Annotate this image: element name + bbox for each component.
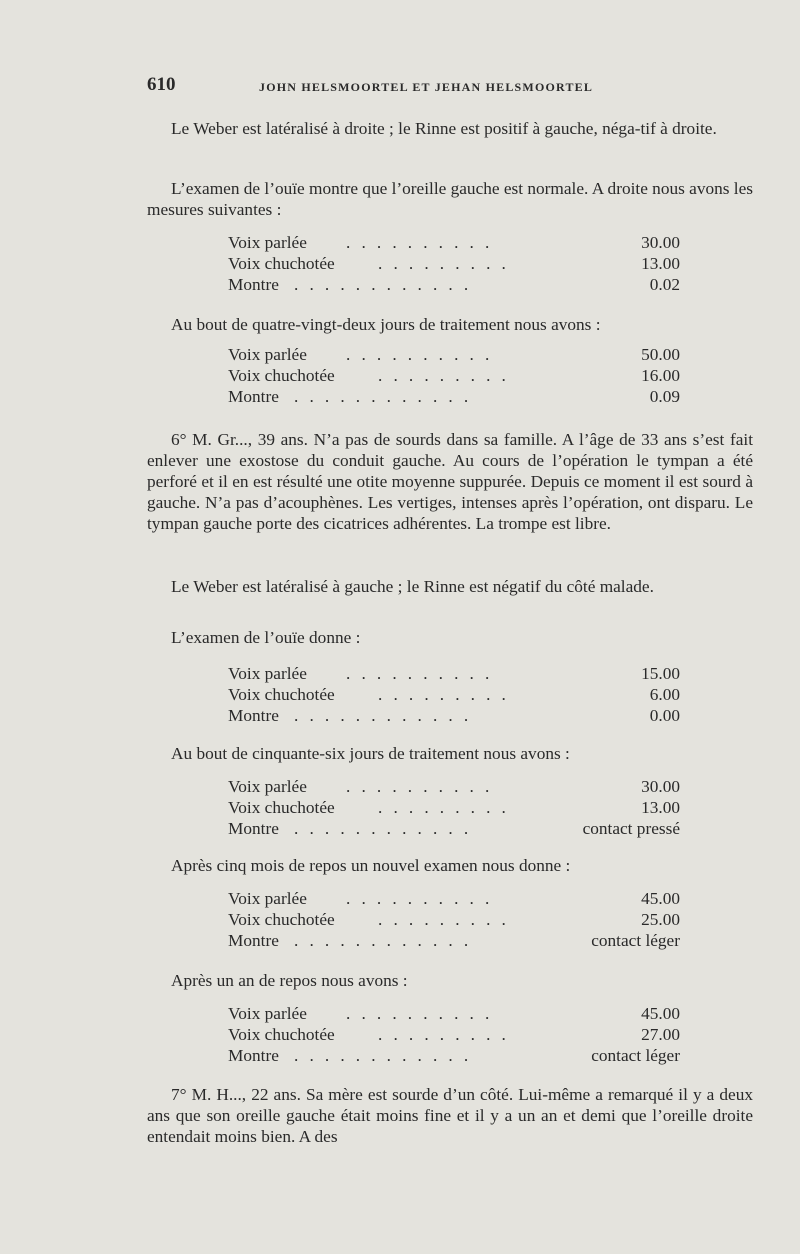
paragraph-repos-un-an: Après un an de repos nous avons : (171, 971, 408, 990)
table-row (228, 776, 680, 797)
leader-dots: . . . . . . . . . (378, 798, 510, 817)
table-row (228, 386, 680, 407)
leader-dots: . . . . . . . . . . . . (294, 1046, 472, 1065)
measurement-table-4 (228, 776, 680, 839)
table-row (228, 253, 680, 274)
measure-label: Voix parlée (228, 889, 307, 908)
measure-label: Montre (228, 931, 279, 950)
measure-value: 27.00 (641, 1025, 680, 1044)
leader-dots: . . . . . . . . . . (346, 889, 493, 908)
table-row (228, 1003, 680, 1024)
leader-dots: . . . . . . . . . . (346, 777, 493, 796)
leader-dots: . . . . . . . . . (378, 1025, 510, 1044)
measure-value: 13.00 (641, 254, 680, 273)
measure-label: Montre (228, 1046, 279, 1065)
table-row (228, 888, 680, 909)
paragraph-case-7: 7° M. H..., 22 ans. Sa mère est sourde d’un côté. Lui-même a remarqué il y a deux ans que son oreille gauche était moins fine et il y a un an et demi que l’oreille droite entendait moins bien. A des (147, 1085, 753, 1146)
leader-dots: . . . . . . . . . . . . (294, 275, 472, 294)
measure-label: Voix chuchotée (228, 1025, 335, 1044)
paragraph-examen-2: L’examen de l’ouïe donne : (171, 628, 361, 647)
leader-dots: . . . . . . . . . (378, 254, 510, 273)
measure-label: Montre (228, 706, 279, 725)
measure-label: Montre (228, 275, 279, 294)
table-row (228, 232, 680, 253)
page-header (147, 74, 707, 104)
measure-value: 0.00 (649, 706, 680, 725)
measurement-table-6 (228, 1003, 680, 1066)
measure-label: Montre (228, 387, 279, 406)
measure-value: 30.00 (641, 777, 680, 796)
paragraph-repos-cinq-mois: Après cinq mois de repos un nouvel examen nous donne : (171, 856, 571, 875)
measure-value: 13.00 (641, 798, 680, 817)
table-row (228, 909, 680, 930)
leader-dots: . . . . . . . . . (378, 685, 510, 704)
leader-dots: . . . . . . . . . . (346, 1004, 493, 1023)
paragraph-examen-1: L’examen de l’ouïe montre que l’oreille gauche est normale. A droite nous avons les mesures suivantes : (147, 179, 753, 219)
table-row (228, 705, 680, 726)
measure-value: 6.00 (649, 685, 680, 704)
leader-dots: . . . . . . . . . . . . (294, 819, 472, 838)
measure-label: Voix parlée (228, 1004, 307, 1023)
table-row (228, 344, 680, 365)
measurement-table-1 (228, 232, 680, 295)
measure-value: contact pressé (582, 819, 680, 838)
leader-dots: . . . . . . . . . . (346, 345, 493, 364)
leader-dots: . . . . . . . . . . . . (294, 387, 472, 406)
measurement-table-5 (228, 888, 680, 951)
measure-value: 45.00 (641, 1004, 680, 1023)
table-row (228, 930, 680, 951)
paragraph-weber-rinne-1: Le Weber est latéralisé à droite ; le Rinne est positif à gauche, néga-tif à droite. (171, 119, 717, 138)
measure-label: Voix parlée (228, 233, 307, 252)
measure-value: 45.00 (641, 889, 680, 908)
leader-dots: . . . . . . . . . . . . (294, 931, 472, 950)
measure-label: Voix chuchotée (228, 254, 335, 273)
measure-label: Montre (228, 819, 279, 838)
measurement-table-3 (228, 663, 680, 726)
table-row (228, 818, 680, 839)
table-row (228, 663, 680, 684)
measure-value: 0.02 (649, 275, 680, 294)
running-title: JOHN HELSMOORTEL ET JEHAN HELSMOORTEL (259, 80, 594, 94)
paragraph-traitement-1: Au bout de quatre-vingt-deux jours de traitement nous avons : (171, 315, 601, 334)
measure-value: 50.00 (641, 345, 680, 364)
paragraph-traitement-2: Au bout de cinquante-six jours de traitement nous avons : (171, 744, 570, 763)
leader-dots: . . . . . . . . . (378, 910, 510, 929)
table-row (228, 1024, 680, 1045)
measure-label: Voix parlée (228, 345, 307, 364)
table-row (228, 797, 680, 818)
measure-value: contact léger (591, 1046, 680, 1065)
leader-dots: . . . . . . . . . (378, 366, 510, 385)
measure-label: Voix chuchotée (228, 798, 335, 817)
page-number: 610 (147, 74, 176, 95)
measure-label: Voix parlée (228, 664, 307, 683)
leader-dots: . . . . . . . . . . (346, 664, 493, 683)
measure-label: Voix chuchotée (228, 366, 335, 385)
table-row (228, 274, 680, 295)
table-row (228, 1045, 680, 1066)
table-row (228, 365, 680, 386)
table-row (228, 684, 680, 705)
measure-value: 25.00 (641, 910, 680, 929)
paragraph-case-6: 6° M. Gr..., 39 ans. N’a pas de sourds dans sa famille. A l’âge de 33 ans s’est fait enlever une exostose du conduit gauche. Au cours de l’opération le tympan a été perforé et il en est résulté une otite moyenne suppurée. Depuis ce moment il est sourd à gauche. N’a pas d’acouphènes. Les vertiges, intenses après l’opération, ont disparu. Le tympan gauche porte des cicatrices adhérentes. La trompe est libre. (147, 430, 753, 533)
measure-label: Voix chuchotée (228, 910, 335, 929)
measure-label: Voix chuchotée (228, 685, 335, 704)
leader-dots: . . . . . . . . . . (346, 233, 493, 252)
measure-value: 0.09 (649, 387, 680, 406)
measure-value: 16.00 (641, 366, 680, 385)
measurement-table-2 (228, 344, 680, 407)
measure-label: Voix parlée (228, 777, 307, 796)
measure-value: contact léger (591, 931, 680, 950)
leader-dots: . . . . . . . . . . . . (294, 706, 472, 725)
measure-value: 30.00 (641, 233, 680, 252)
measure-value: 15.00 (641, 664, 680, 683)
paragraph-weber-rinne-2: Le Weber est latéralisé à gauche ; le Rinne est négatif du côté malade. (171, 577, 654, 596)
